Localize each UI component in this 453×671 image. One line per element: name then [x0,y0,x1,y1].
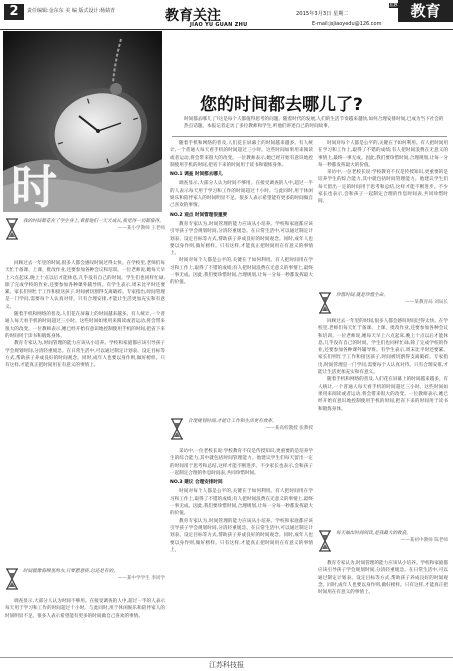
subhead-1: NO.1 调查 时间都去哪儿 [170,172,223,178]
quote-text: 合理规划时间,才能让工作和生活更有效率。 [188,419,277,424]
body-paragraph: 采访中,一位老校长说:学校教育不仅是传授知识,更重要的是培养学生的综合能力,其中就包括时间管理能力。他建议学生们每天留出一定的时间用于思考和总结,这样才能不断进步。不少家长也表示,会和孩子一起制定合理的作息时间表,共同珍惜时间。 [318,170,448,205]
body-paragraph: 调查显示,大部分人认为时间不够用。在接受调查的人中,超过一半的人表示每天用于学习和工作的时间超过十小时。与此同时,用于休闲娱乐和陪伴家人的时间明显不足。很多人表示希望能有更多的时间做自己喜欢的事情。 [5,599,165,619]
newspaper-footer: 江苏科技报 [209,661,244,669]
quote-source: ——某中学学生 李同学 [117,576,165,581]
article-column-1 [5,260,165,565]
article-headline: 您的时间都去哪儿了? [200,95,363,115]
svg-text:时: 时 [11,160,57,212]
pocket-watch-photo [3,31,162,212]
quote-text: 珍惜时间,就是珍惜生命。 [336,293,388,298]
hourglass-icon [5,218,19,240]
body-paragraph: 随着手机和网络的普及,人们花在屏幕上的时间越来越多。有人统计,一个普通人每天看手机的时间超过三小时。这些时间如果用来阅读或者运动,将会带来很大的改变。一位教师表示,她已经开始有意识地控制使用手机的时间,把省下来的时间用于读书和锻炼身体。 [5,312,165,339]
hourglass-icon [318,530,332,552]
section-pinyin: JIAO YU GUAN ZHU [190,22,248,28]
article-column-3c [318,560,448,654]
article-column-2 [170,140,313,415]
body-paragraph: 时间对每个人都是公平的,关键在于如何利用。有人把时间用在学习和工作上,取得了不错的成绩;有人把时间浪费在无意义的事情上,最终一事无成。因此,我们要珍惜时间,合理规划,让每一分每一秒都发挥最大的价值。 [170,258,313,286]
pull-quote-3 [170,418,313,432]
section-title: 教育关注 [165,8,221,24]
editor-credits: 责任编辑:金东东 美 编 版式设计:杨婧青 [27,8,116,14]
body-paragraph: 时间对每个人都是公平的,关键在于如何利用。有人把时间用在学习和工作上,取得了不错的成绩;有人把时间浪费在无意义的事情上,最终一事无成。因此,我们要珍惜时间,合理规划,让每一分每一秒都发挥最大的价值。 [170,489,313,517]
body-paragraph: 教育专家认为,时间管理的能力应该从小培养。学校和家庭都应该引导孩子学会规划时间,分清轻重缓急。在日常生活中,可以通过制定计划表、设定目标等方式,帮助孩子养成良好的时间观念。同时,成年人也要以身作则,做好榜样。只有这样,才能真正把时间用在有意义的事情上。 [170,221,313,257]
logo-text: 教育 [410,2,441,20]
quote-text: 时间就像海绵里的水,只要愿意挤,总还是有的。 [23,569,118,574]
contact-email: E-mail:jsjiaoyedu@126.com [312,21,382,27]
body-paragraph: 采访中,一位老校长说:学校教育不仅是传授知识,更重要的是培养学生的综合能力,其中就包括时间管理能力。他建议学生们每天留出一定的时间用于思考和总结,这样才能不断进步。不少家长也表示,会和孩子一起制定合理的作息时间表,共同珍惜时间。 [170,449,313,476]
article-column-1b [5,598,165,654]
hourglass-icon [318,292,332,314]
article-column-2b [170,448,313,654]
quote-source: ——某初中教师 陈老师 [400,538,448,543]
hourglass-icon [170,418,184,440]
body-paragraph: 调查显示,大部分人认为时间不够用。在接受调查的人中,超过一半的人表示每天用于学习和工作的时间超过十小时。与此同时,用于休闲娱乐和陪伴家人的时间明显不足。很多人表示希望能有更多的时间做自己喜欢的事情。 [170,181,313,209]
newspaper-logo [389,0,453,22]
body-paragraph: 随着手机和网络的普及,人们花在屏幕上的时间越来越多。有人统计,一个普通人每天看手机的时间超过三小时。这些时间如果用来阅读或者运动,将会带来很大的改变。一位教师表示,她已经开始有意识地控制使用手机的时间,把省下来的时间用于读书和锻炼身体。 [318,377,448,412]
body-paragraph: 随着手机和网络的普及,人们花在屏幕上的时间越来越多。有人统计,一个普通人每天看手机的时间超过三小时。这些时间如果用来阅读或者运动,将会带来很大的改变。一位教师表示,她已经开始有意识地控制使用手机的时间,把省下来的时间用于读书和锻炼身体。 [170,141,313,168]
quote-text: 每天抽出时间阅读,是我最大的收获。 [336,531,411,536]
footer-divider [0,657,453,658]
issue-date: 2015年3月3日 星期二 [296,11,349,17]
body-paragraph: 回顾过去一年里的时间,很多人都会感叹时间过得太快。在学校里,老师们每天忙于备课、上课、批改作业,还要参加各种会议和培训。一位老师说,她每天早上六点起床,晚上十点以后才能休息,几乎没有自己的时间。学生们也同样忙碌,除了完成学校的作业,还要参加各种课外辅导班。有学生表示,周末比平时还要累。家长们则忙于工作和接送孩子,时间被切割得支离破碎。专家指出,时间管理是一门学问,需要每个人认真对待。只有合理安排,才能让生活更加充实和有意义。 [318,319,448,376]
body-paragraph: 教育专家认为,时间管理的能力应该从小培养。学校和家庭都应该引导孩子学会规划时间,分清轻重缓急。在日常生活中,可以通过制定计划表、设定目标等方式,帮助孩子养成良好的时间观念。同时,成年人也要以身作则,做好榜样。只有这样,才能真正把时间用在有意义的事情上。 [318,561,448,596]
subhead-3: NO.3 建议 合理安排时间 [170,480,223,486]
header-divider [0,29,453,30]
subhead-2: NO.2 观点 时间管理很重要 [170,212,228,218]
body-paragraph: 回顾过去一年里的时间,很多人都会感叹时间过得太快。在学校里,老师们每天忙于备课、上课、批改作业,还要参加各种会议和培训。一位老师说,她每天早上六点起床,晚上十点以后才能休息,几乎没有自己的时间。学生们也同样忙碌,除了完成学校的作业,还要参加各种课外辅导班。有学生表示,周末比平时还要累。家长们则忙于工作和接送孩子,时间被切割得支离破碎。专家指出,时间管理是一门学问,需要每个人认真对待。只有合理安排,才能让生活更加充实和有意义。 [5,261,165,310]
logo-prefix: 江苏 [389,2,398,7]
quote-source: ——某小学教师 王老师 [117,226,165,231]
intro-divider [172,136,447,137]
quote-text: 我的时间都花在了学生身上,看着他们一天天成长,我觉得一切都值得。 [23,219,164,224]
hourglass-icon [5,568,19,590]
body-paragraph: 时间对每个人都是公平的,关键在于如何利用。有人把时间用在学习和工作上,取得了不错的成绩;有人把时间浪费在无意义的事情上,最终一事无成。因此,我们要珍惜时间,合理规划,让每一分每一秒都发挥最大的价值。 [318,141,448,168]
body-paragraph: 教育专家认为,时间管理的能力应该从小培养。学校和家庭都应该引导孩子学会规划时间,分清轻重缓急。在日常生活中,可以通过制定计划表、设定目标等方式,帮助孩子养成良好的时间观念。同时,成年人也要以身作则,做好榜样。只有这样,才能真正把时间用在有意义的事情上。 [5,341,165,369]
article-intro: 时间都去哪儿了?这是每个人都值得思考的问题。随着时代的发展,人们的生活节奏越来越快,如何合理安排时间,已成为当下社会的热点话题。本报记者走访了多位教师和学生,听他们讲述自己的时间故事。 [184,117,444,129]
pull-quote-1 [5,218,165,232]
page-header [0,0,453,32]
pocket-watch-illustration [3,31,162,212]
article-column-3b [318,318,448,528]
body-paragraph: 教育专家认为,时间管理的能力应该从小培养。学校和家庭都应该引导孩子学会规划时间,分清轻重缓急。在日常生活中,可以通过制定计划表、设定目标等方式,帮助孩子养成良好的时间观念。同时,成年人也要以身作则,做好榜样。只有这样,才能真正把时间用在有意义的事情上。 [170,518,313,553]
article-column-3 [318,140,448,288]
pull-quote-5 [318,530,448,544]
quote-source: ——某高校教授 张教授 [265,426,313,431]
quote-source: ——某教育局 刘局长 [405,300,448,305]
pull-quote-4 [318,292,448,306]
pull-quote-2 [5,568,165,582]
page-number: 2 [4,4,24,20]
